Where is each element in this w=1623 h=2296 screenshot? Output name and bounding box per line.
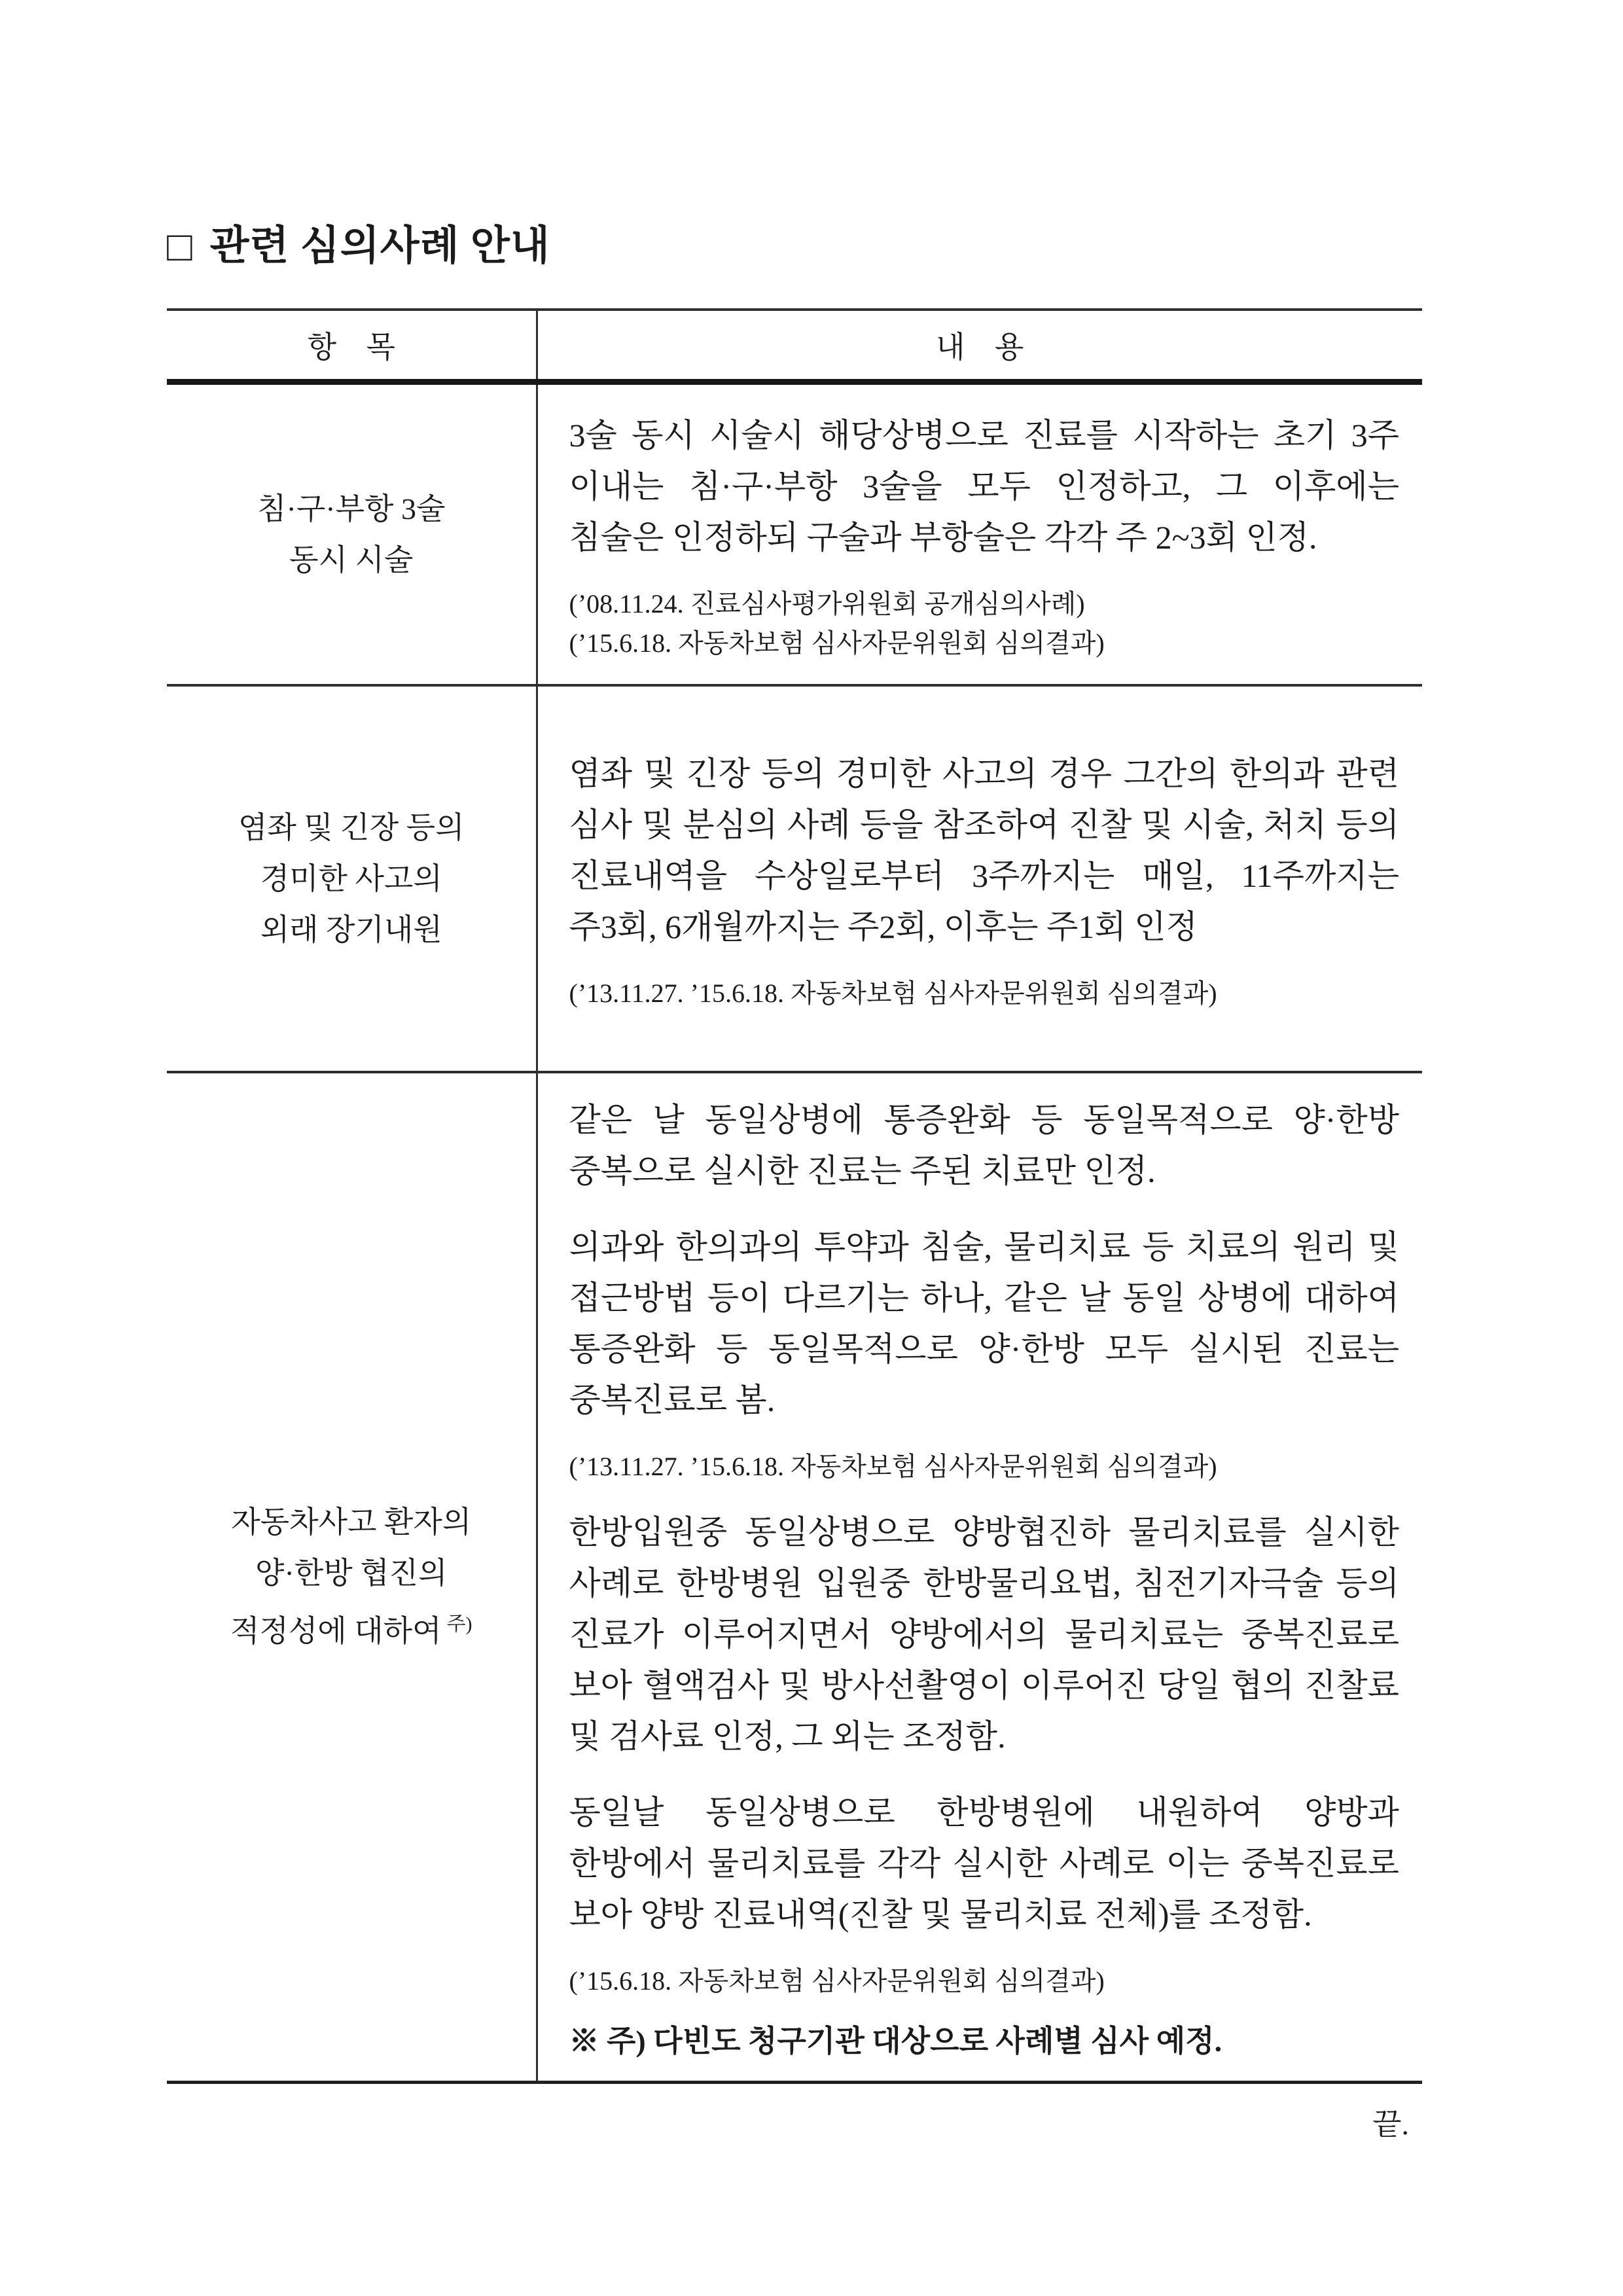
page-title — [167, 221, 1623, 270]
content-citation: (’13.11.27. ’15.6.18. 자동차보험 심사자문위원회 심의결과) — [569, 1451, 1217, 1481]
content-body: 동일날 동일상병으로 한방병원에 내원하여 양방과 한방에서 물리치료를 각각 실시한 사례로 이는 중복진료로 보아 양방 진료내역(진찰 및 물리치료 전체)를 조정함. — [569, 1793, 1399, 1933]
table-row — [167, 685, 1422, 1072]
item-cell — [167, 382, 537, 686]
item-label: 자동차사고 환자의 양·한방 협진의 적정성에 대하여 $^{주)}$ — [230, 1505, 473, 1648]
item-note-superscript: 주) — [446, 1613, 473, 1636]
checkbox-bullet-icon: □ — [167, 223, 193, 270]
column-header-item: 항 목 — [167, 310, 537, 382]
review-cases-tbody — [167, 382, 1422, 2083]
item-cell — [167, 1072, 537, 2083]
content-body: 같은 날 동일상병에 통증완화 등 동일목적으로 양·한방 중복으로 실시한 진료는 주된 치료만 인정. — [569, 1101, 1399, 1189]
content-cell — [537, 685, 1422, 1072]
end-mark: 끝. — [1372, 2108, 1409, 2141]
column-header-content: 내 용 — [537, 310, 1422, 382]
content-cell — [537, 382, 1422, 686]
content-note: ※ 주) 다빈도 청구기관 대상으로 사례별 심사 예정. — [569, 2024, 1222, 2058]
content-cell — [537, 1072, 1422, 2083]
content-body: 의과와 한의과의 투약과 침술, 물리치료 등 치료의 원리 및 접근방법 등이 다르기는 하나, 같은 날 동일 상병에 대하여 통증완화 등 동일목적으로 양·한방 모두 실시된 진료는 중복진료로 봄. — [569, 1228, 1399, 1418]
content-citation: (’15.6.18. 자동차보험 심사자문위원회 심의결과) — [569, 628, 1105, 658]
table-header-row — [167, 310, 1422, 382]
table-row — [167, 382, 1422, 686]
content-body: 염좌 및 긴장 등의 경미한 사고의 경우 그간의 한의과 관련 심사 및 분심의 사례 등을 참조하여 진찰 및 시술, 처치 등의 진료내역을 수상일로부터 3주까지는 매일, 11주까지는 주3회, 6개월까지는 주2회, 이후는 주1회 인정 — [569, 755, 1399, 945]
content-body: 3술 동시 시술시 해당상병으로 진료를 시작하는 초기 3주 이내는 침·구·부항 3술을 모두 인정하고, 그 이후에는 침술은 인정하되 구술과 부항술은 각각 주 2~3회 인정. — [569, 416, 1399, 556]
table-row — [167, 1072, 1422, 2083]
item-label: 침·구·부항 3술 동시 시술 — [257, 492, 446, 577]
content-citation: (’08.11.24. 진료심사평가위원회 공개심의사례) — [569, 588, 1085, 619]
page-title-text: 관련 심의사례 안내 — [209, 224, 550, 268]
content-citation: (’13.11.27. ’15.6.18. 자동차보험 심사자문위원회 심의결과) — [569, 978, 1217, 1008]
review-cases-table — [167, 308, 1422, 2084]
item-label: 염좌 및 긴장 등의 경미한 사고의 외래 장기내원 — [238, 810, 465, 946]
item-cell — [167, 685, 537, 1072]
content-body: 한방입원중 동일상병으로 양방협진하 물리치료를 실시한 사례로 한방병원 입원중 한방물리요법, 침전기자극술 등의 진료가 이루어지면서 양방에서의 물리치료는 중복진료로 보아 혈액검사 및 방사선촬영이 이루어진 당일 협의 진찰료 및 검사료 인정, 그 외는 조정함. — [569, 1513, 1399, 1755]
content-citation: (’15.6.18. 자동차보험 심사자문위원회 심의결과) — [569, 1965, 1105, 1996]
